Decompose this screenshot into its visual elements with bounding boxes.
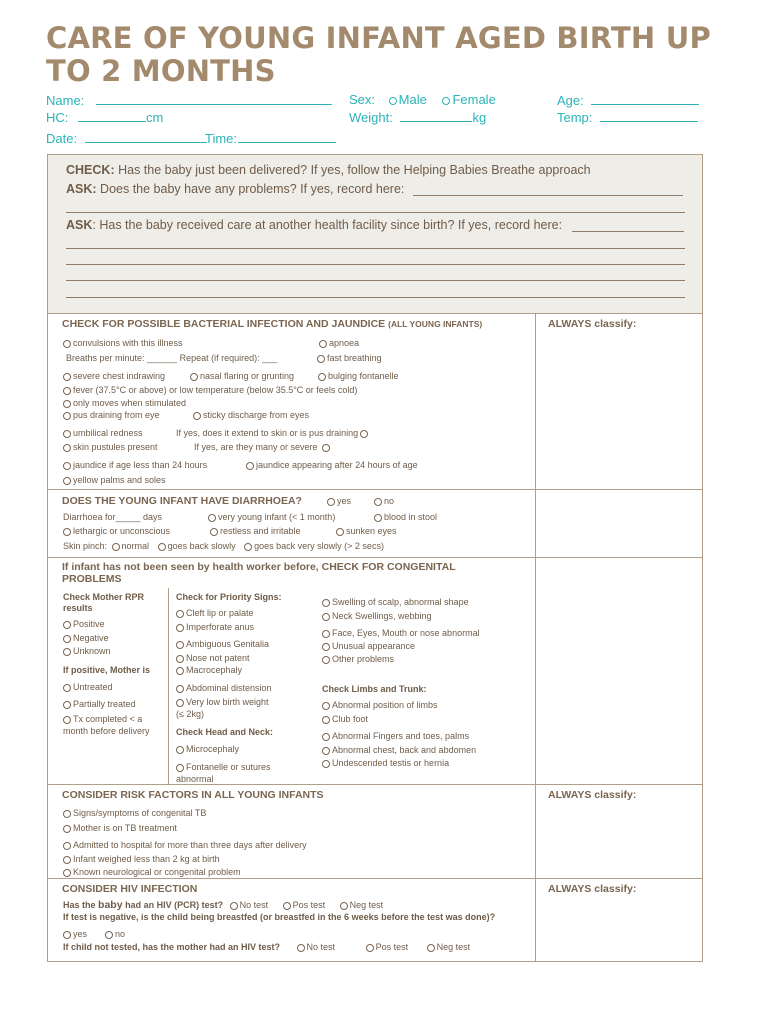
radio[interactable] — [63, 444, 71, 452]
head-neck-label: Check Head and Neck: — [176, 727, 274, 737]
chest-indrawing-item[interactable] — [63, 371, 165, 381]
male-radio[interactable] — [389, 97, 397, 105]
breastfed-no[interactable] — [105, 929, 125, 939]
ask-care-line-1[interactable] — [572, 231, 684, 232]
diarrhoea-no[interactable] — [374, 496, 394, 506]
ask2-word: ASK — [66, 218, 93, 232]
head-neck-heading — [176, 727, 273, 737]
age-field[interactable] — [557, 92, 699, 108]
date-input-line[interactable] — [85, 130, 207, 143]
time-field[interactable] — [205, 130, 336, 146]
item-label: Abnormal position of limbs — [332, 700, 438, 710]
ask-care-line — [66, 218, 562, 232]
nasal-flaring-item[interactable] — [190, 371, 294, 381]
item-label: Unusual appearance — [332, 641, 416, 651]
breaths-per-minute[interactable]: Breaths per minute: ______ Repeat (if required): ___ — [66, 353, 278, 363]
ask-word: ASK: — [66, 182, 97, 196]
radio[interactable] — [208, 514, 216, 522]
radio[interactable] — [322, 733, 330, 741]
radio[interactable] — [340, 902, 348, 910]
item-label: No test — [239, 900, 269, 910]
item-label: Abdominal distension — [186, 683, 272, 693]
microcephaly-item[interactable] — [176, 744, 239, 754]
radio[interactable] — [246, 462, 254, 470]
rpr-heading-2: results — [63, 603, 93, 613]
item-label: pus draining from eye — [73, 410, 160, 420]
radio[interactable] — [63, 648, 71, 656]
club-foot-item[interactable] — [322, 714, 368, 724]
bulging-fontanelle-item[interactable] — [318, 371, 399, 381]
rpr-heading-1: Check Mother RPR — [63, 592, 145, 602]
radio[interactable] — [374, 498, 382, 506]
radio[interactable] — [322, 444, 330, 452]
item-label: sticky discharge from eyes — [203, 410, 310, 420]
limbs-heading — [322, 684, 427, 694]
breastfed-yes[interactable] — [63, 929, 87, 939]
pus-eye-item[interactable] — [63, 410, 160, 420]
radio[interactable] — [210, 528, 218, 536]
item-label: only moves when stimulated — [73, 398, 187, 408]
female-radio[interactable] — [442, 97, 450, 105]
fast-breathing-item[interactable] — [317, 353, 382, 363]
limbs-label: Check Limbs and Trunk: — [322, 684, 427, 694]
skin-pinch-row — [63, 541, 384, 551]
abdominal-item[interactable] — [176, 683, 272, 693]
item-label: goes back slowly — [167, 541, 236, 551]
chest-abdomen-item[interactable] — [322, 745, 476, 755]
item-label-2: (≤ 2kg) — [176, 709, 204, 719]
radio[interactable] — [112, 543, 120, 551]
radio[interactable] — [366, 944, 374, 952]
diarrhoea-days[interactable]: Diarrhoea for_____ days — [63, 512, 163, 522]
apnoea-item[interactable] — [319, 338, 359, 348]
weight-input-line[interactable] — [400, 109, 472, 122]
weight-unit: kg — [472, 110, 487, 125]
radio[interactable] — [193, 412, 201, 420]
always-classify-hiv: ALWAYS classify: — [548, 883, 637, 895]
check-word: CHECK: — [66, 163, 115, 177]
ask-problems-line-1[interactable] — [413, 195, 683, 196]
ask-problems-line — [66, 182, 404, 196]
temp-input-line[interactable] — [600, 109, 698, 122]
pcr-no-test[interactable] — [230, 900, 269, 910]
radio[interactable] — [322, 630, 330, 638]
divider — [47, 557, 703, 558]
item-label: Very low birth weight — [186, 697, 269, 707]
mother-tb-item[interactable] — [63, 823, 177, 833]
face-item[interactable] — [322, 628, 480, 638]
item-label: Infant weighed less than 2 kg at birth — [73, 854, 220, 864]
radio[interactable] — [322, 760, 330, 768]
radio[interactable] — [63, 462, 71, 470]
macrocephaly-item[interactable] — [176, 665, 242, 675]
congenital-heading-line2: PROBLEMS — [62, 573, 122, 585]
item-label: Ambiguous Genitalia — [186, 639, 270, 649]
item-label: skin pustules present — [73, 442, 158, 452]
item-label: If yes, are they many or severe — [194, 442, 318, 452]
intro-panel — [48, 155, 702, 313]
item-label: very young infant (< 1 month) — [218, 512, 336, 522]
radio[interactable] — [322, 747, 330, 755]
mother-tx-completed[interactable] — [63, 713, 150, 737]
date-label: Date: — [46, 131, 78, 146]
ask-problems-line-2[interactable] — [66, 212, 685, 213]
item-label: umbilical redness — [73, 428, 143, 438]
male-option[interactable] — [389, 92, 427, 107]
pcr-pos-test[interactable] — [283, 900, 326, 910]
item-label: normal — [121, 541, 150, 551]
item-label: no — [115, 929, 126, 939]
unusual-item[interactable] — [322, 641, 415, 651]
moves-stimulated-item[interactable] — [63, 398, 186, 408]
jaundice-after-item[interactable] — [246, 460, 418, 470]
jaundice-24-item[interactable] — [63, 460, 207, 470]
radio[interactable] — [63, 340, 71, 348]
limbs-item[interactable] — [322, 700, 438, 710]
item-label: Neck Swellings, webbing — [332, 611, 432, 621]
priority-label: Check for Priority Signs: — [176, 592, 282, 602]
hiv-q1-c: had an HIV (PCR) test? — [125, 900, 224, 910]
always-classify-bacterial: ALWAYS classify: — [548, 318, 637, 330]
radio[interactable] — [63, 856, 71, 864]
rpr-negative[interactable] — [63, 633, 109, 643]
low-birth-weight-item[interactable] — [176, 696, 269, 720]
item-label: Nose not patent — [186, 653, 250, 663]
date-field[interactable] — [46, 130, 207, 146]
weight-field[interactable] — [349, 109, 486, 125]
item-label: Imperforate anus — [186, 622, 255, 632]
radio[interactable] — [63, 477, 71, 485]
skin-pinch-label: Skin pinch: — [63, 541, 108, 551]
radio[interactable] — [63, 635, 71, 643]
radio[interactable] — [176, 764, 184, 772]
item-label: Pos test — [292, 900, 326, 910]
divider — [47, 784, 703, 785]
sex-label: Sex: — [349, 92, 376, 107]
radio[interactable] — [63, 701, 71, 709]
radio[interactable] — [283, 902, 291, 910]
item-label: Abnormal Fingers and toes, palms — [332, 731, 470, 741]
radio[interactable] — [63, 716, 71, 724]
bacterial-heading-text: CHECK FOR POSSIBLE BACTERIAL INFECTION AND JAUNDICE — [62, 318, 386, 330]
item-label: Microcephaly — [186, 744, 240, 754]
weighed-item[interactable] — [63, 854, 220, 864]
restless-item[interactable] — [210, 526, 301, 536]
very-young-item[interactable] — [208, 512, 335, 522]
if-positive-heading — [63, 665, 150, 675]
divider — [47, 878, 703, 879]
radio[interactable] — [322, 613, 330, 621]
fontanelle-sutures-item[interactable] — [176, 761, 271, 785]
radio[interactable] — [297, 944, 305, 952]
radio[interactable] — [336, 528, 344, 536]
item-label: Abnormal chest, back and abdomen — [332, 745, 477, 755]
item-label: apnoea — [329, 338, 360, 348]
item-label: Negative — [73, 633, 109, 643]
radio[interactable] — [322, 716, 330, 724]
hc-unit: cm — [146, 110, 164, 125]
item-label: No test — [306, 942, 336, 952]
radio[interactable] — [158, 543, 166, 551]
age-label: Age: — [557, 93, 584, 108]
hiv-breastfed-question — [63, 912, 495, 922]
divider — [47, 313, 703, 314]
skin-pustules-item[interactable] — [63, 442, 158, 452]
radio[interactable] — [374, 514, 382, 522]
rpr-unknown[interactable] — [63, 646, 111, 656]
radio[interactable] — [176, 641, 184, 649]
item-label: severe chest indrawing — [73, 371, 166, 381]
female-label: Female — [452, 92, 496, 107]
rpr-heading — [63, 592, 144, 614]
item-label: Partially treated — [73, 699, 136, 709]
radio[interactable] — [327, 498, 335, 506]
item-label: Macrocephaly — [186, 665, 243, 675]
hc-input-line[interactable] — [78, 109, 146, 122]
radio[interactable] — [318, 373, 326, 381]
radio[interactable] — [176, 655, 184, 663]
radio[interactable] — [63, 412, 71, 420]
ambiguous-item[interactable] — [176, 639, 269, 649]
item-label-2: abnormal — [176, 774, 214, 784]
fever-item[interactable] — [63, 385, 357, 395]
radio[interactable] — [244, 543, 252, 551]
item-label: Admitted to hospital for more than three days after delivery — [73, 840, 307, 850]
known-problem-item[interactable] — [63, 867, 241, 877]
hiv-pcr-row — [63, 899, 383, 911]
item-label: convulsions with this illness — [73, 338, 183, 348]
pinch-normal[interactable] — [112, 541, 150, 551]
male-label: Male — [398, 92, 427, 107]
bacterial-heading-small: (ALL YOUNG INFANTS) — [388, 319, 483, 329]
pinch-very-slowly[interactable] — [244, 541, 384, 551]
congenital-heading-line1: If infant has not been seen by health worker before, CHECK FOR CONGENITAL — [62, 561, 456, 573]
radio[interactable] — [63, 430, 71, 438]
item-label: lethargic or unconscious — [73, 526, 171, 536]
hiv-heading: CONSIDER HIV INFECTION — [62, 883, 198, 895]
hiv-q3-text: If child not tested, has the mother had an HIV test? — [63, 942, 281, 952]
diarrhoea-heading: DOES THE YOUNG INFANT HAVE DIARRHOEA? — [62, 495, 302, 507]
congenital-heading — [62, 561, 456, 585]
radio[interactable] — [322, 656, 330, 664]
blood-stool-item[interactable] — [374, 512, 437, 522]
hc-field[interactable] — [46, 109, 163, 125]
radio[interactable] — [63, 869, 71, 877]
item-label: restless and irritable — [220, 526, 301, 536]
ask-problems-text: Does the baby have any problems? If yes, record here: — [100, 182, 405, 196]
sex-field — [349, 92, 496, 107]
female-option[interactable] — [442, 92, 495, 107]
item-label: yes — [337, 496, 352, 506]
radio[interactable] — [63, 842, 71, 850]
radio[interactable] — [63, 825, 71, 833]
item-label: Positive — [73, 619, 105, 629]
item-label: Unknown — [73, 646, 111, 656]
admitted-item[interactable] — [63, 840, 307, 850]
ask-care-line-3[interactable] — [66, 264, 685, 265]
radio[interactable] — [105, 931, 113, 939]
mother-pos-test[interactable] — [366, 942, 409, 952]
radio[interactable] — [176, 699, 184, 707]
radio[interactable] — [63, 387, 71, 395]
mother-no-test[interactable] — [297, 942, 336, 952]
item-label: Face, Eyes, Mouth or nose abnormal — [332, 628, 480, 638]
page-title: CARE OF YOUNG INFANT AGED BIRTH UP TO 2 MONTHS — [46, 21, 711, 88]
convulsions-item[interactable] — [63, 338, 183, 348]
temp-field[interactable] — [557, 109, 698, 125]
neck-item[interactable] — [322, 611, 432, 621]
item-label: fever (37.5°C or above) or low temperature (below 35.5°C or feels cold) — [73, 385, 358, 395]
check-text: Has the baby just been delivered? If yes, follow the Helping Babies Breathe approach — [118, 163, 591, 177]
tb-item[interactable] — [63, 808, 206, 818]
name-input-line[interactable] — [96, 92, 332, 105]
pinch-slowly[interactable] — [158, 541, 236, 551]
weight-label: Weight: — [349, 110, 393, 125]
hiv-q1-a: Has the — [63, 900, 96, 910]
mother-partially[interactable] — [63, 699, 136, 709]
item-label: yellow palms and soles — [73, 475, 166, 485]
radio[interactable] — [63, 684, 71, 692]
pcr-neg-test[interactable] — [340, 900, 384, 910]
lethargic-item[interactable] — [63, 526, 170, 536]
radio[interactable] — [63, 373, 71, 381]
radio[interactable] — [63, 400, 71, 408]
umbilical-extend-item[interactable] — [176, 428, 370, 438]
hc-label: HC: — [46, 110, 69, 125]
other-problems-item[interactable] — [322, 654, 394, 664]
item-label: blood in stool — [384, 512, 438, 522]
radio[interactable] — [176, 667, 184, 675]
risk-heading: CONSIDER RISK FACTORS IN ALL YOUNG INFANTS — [62, 789, 324, 801]
temp-label: Temp: — [557, 110, 593, 125]
item-label: no — [384, 496, 395, 506]
hiv-q2-text: If test is negative, is the child being breastfed (or breastfed in the 6 weeks before the test was done)? — [63, 912, 496, 922]
radio[interactable] — [176, 746, 184, 754]
radio[interactable] — [427, 944, 435, 952]
item-label: Cleft lip or palate — [186, 608, 254, 618]
item-label: bulging fontanelle — [328, 371, 399, 381]
sunken-eyes-item[interactable] — [336, 526, 397, 536]
item-label: If yes, does it extend to skin or is pus draining — [176, 428, 359, 438]
cleft-item[interactable] — [176, 608, 254, 618]
nose-item[interactable] — [176, 653, 250, 663]
radio[interactable] — [319, 340, 327, 348]
imperforate-item[interactable] — [176, 622, 254, 632]
radio[interactable] — [176, 685, 184, 693]
radio[interactable] — [230, 902, 238, 910]
item-label: yes — [73, 929, 88, 939]
name-label: Name: — [46, 93, 85, 108]
ask-care-text: : Has the baby received care at another health facility since birth? If yes, record here: — [92, 218, 563, 232]
radio[interactable] — [360, 430, 368, 438]
yellow-palms-item[interactable] — [63, 475, 166, 485]
item-label-2: month before delivery — [63, 726, 150, 736]
radio[interactable] — [63, 528, 71, 536]
radio[interactable] — [322, 599, 330, 607]
pustules-severe-item[interactable] — [194, 442, 332, 452]
radio[interactable] — [176, 624, 184, 632]
radio[interactable] — [63, 810, 71, 818]
rpr-positive[interactable] — [63, 619, 105, 629]
item-label: Neg test — [349, 900, 384, 910]
item-label: jaundice appearing after 24 hours of age — [256, 460, 418, 470]
radio[interactable] — [317, 355, 325, 363]
item-label: fast breathing — [327, 353, 382, 363]
mother-hiv-row — [63, 942, 470, 952]
always-classify-risk: ALWAYS classify: — [548, 789, 637, 801]
time-input-line[interactable] — [238, 130, 336, 143]
bacterial-heading — [62, 318, 482, 330]
item-label: sunken eyes — [346, 526, 397, 536]
umbilical-redness-item[interactable] — [63, 428, 143, 438]
column-divider — [168, 588, 169, 784]
fingers-item[interactable] — [322, 731, 469, 741]
radio[interactable] — [190, 373, 198, 381]
item-label: Known neurological or congenital problem — [73, 867, 241, 877]
age-input-line[interactable] — [591, 92, 699, 105]
item-label: jaundice if age less than 24 hours — [73, 460, 208, 470]
radio[interactable] — [322, 643, 330, 651]
sticky-discharge-item[interactable] — [193, 410, 309, 420]
hiv-q1-b: baby — [98, 899, 123, 911]
time-label: Time: — [205, 131, 238, 146]
column-divider — [535, 313, 536, 962]
radio[interactable] — [63, 931, 71, 939]
item-label: Fontanelle or sutures — [186, 762, 271, 772]
mother-untreated[interactable] — [63, 682, 113, 692]
priority-heading — [176, 592, 282, 602]
ask-care-line-4[interactable] — [66, 280, 685, 281]
radio[interactable] — [63, 621, 71, 629]
ask-care-line-5[interactable] — [66, 297, 685, 298]
radio[interactable] — [322, 702, 330, 710]
item-label: Club foot — [332, 714, 369, 724]
name-field[interactable] — [46, 92, 332, 108]
item-label: Swelling of scalp, abnormal shape — [332, 597, 469, 607]
divider — [47, 489, 703, 490]
if-positive-label: If positive, Mother is — [63, 665, 151, 675]
diarrhoea-yes[interactable] — [327, 496, 351, 506]
item-label: Neg test — [436, 942, 471, 952]
item-label: Tx completed < a — [73, 714, 143, 724]
item-label: nasal flaring or grunting — [200, 371, 295, 381]
item-label: Signs/symptoms of congenital TB — [73, 808, 207, 818]
testis-item[interactable] — [322, 758, 449, 768]
item-label: Pos test — [375, 942, 409, 952]
item-label: Untreated — [73, 682, 113, 692]
mother-neg-test[interactable] — [427, 942, 471, 952]
check-line — [66, 163, 591, 177]
item-label: Other problems — [332, 654, 395, 664]
item-label: goes back very slowly (> 2 secs) — [254, 541, 384, 551]
item-label: Mother is on TB treatment — [73, 823, 177, 833]
swelling-item[interactable] — [322, 597, 469, 607]
radio[interactable] — [176, 610, 184, 618]
ask-care-line-2[interactable] — [66, 248, 685, 249]
item-label: Undescended testis or hernia — [332, 758, 450, 768]
